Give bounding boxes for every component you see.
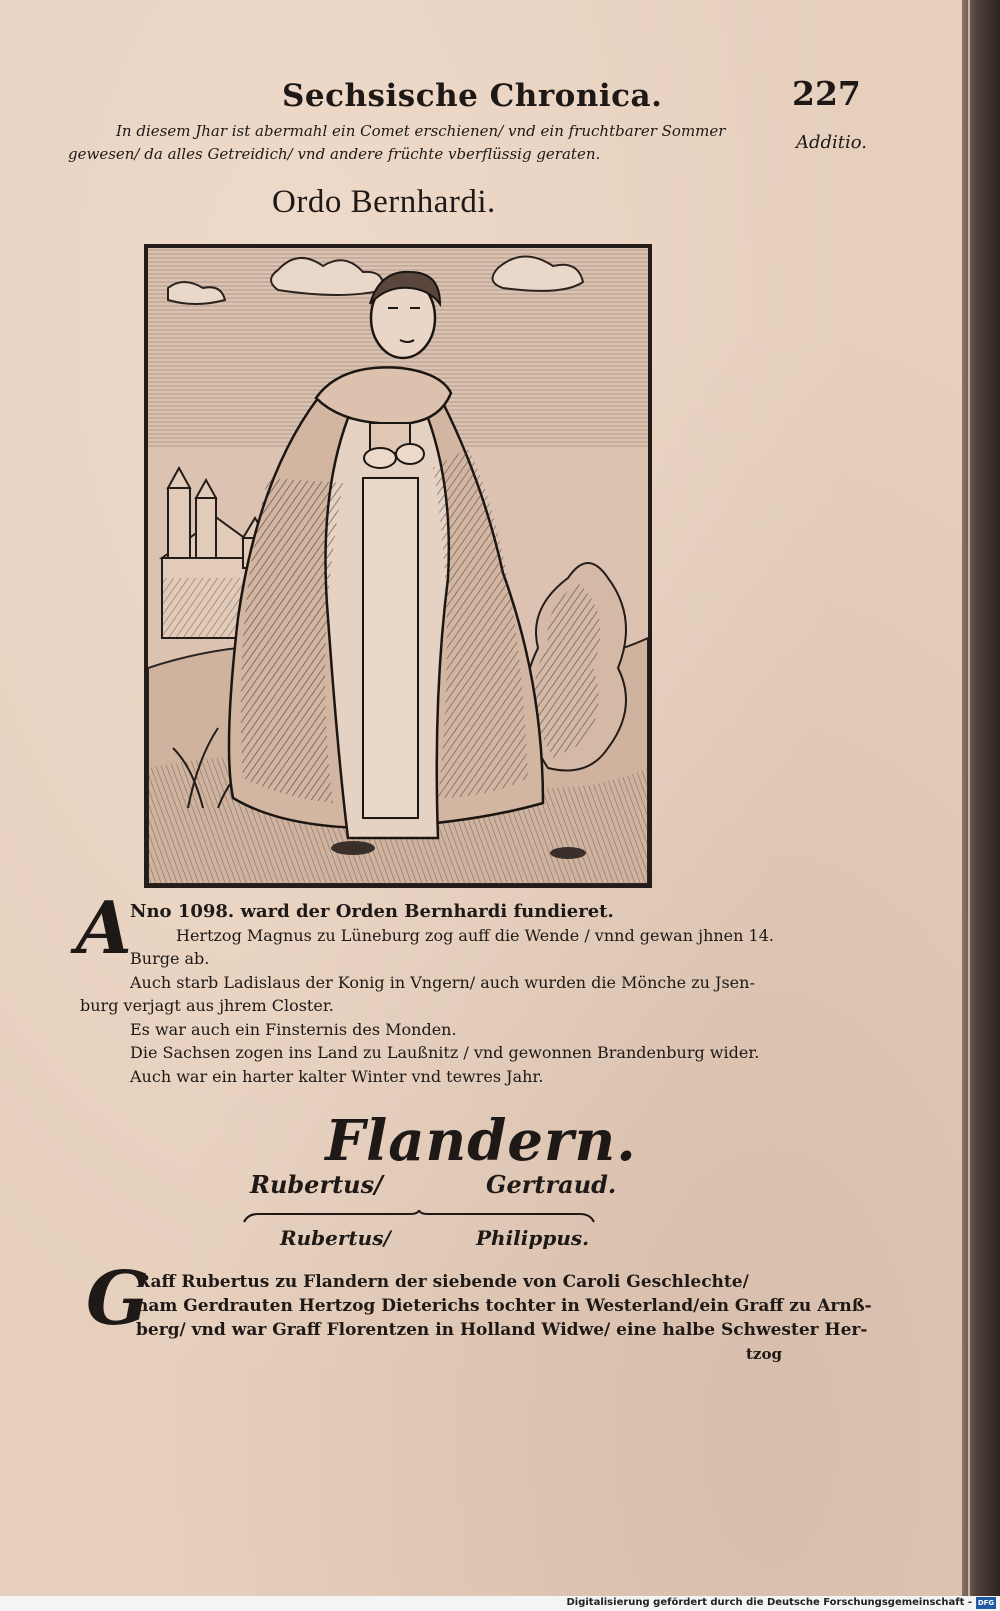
annals-paragraph — [80, 900, 790, 1088]
genealogy-bracket — [242, 1210, 596, 1224]
genealogy-child: Rubertus/ — [280, 1226, 391, 1250]
page-edge-line — [968, 0, 970, 1596]
monk-woodcut-illustration — [144, 244, 652, 888]
annals-line: Auch war ein harter kalter Winter vnd tewres Jahr. — [130, 1066, 544, 1086]
annals-line: Burge ab. — [130, 949, 210, 968]
footer-credit: Digitalisierung gefördert durch die Deutsche Forschungsgemeinschaft - — [566, 1597, 972, 1608]
genealogy-child: Philippus. — [476, 1226, 590, 1250]
main-paragraph — [136, 1270, 872, 1342]
marginal-note: Additio. — [796, 132, 868, 153]
annals-line: Nno 1098. ward der Orden Bernhardi fundieret. — [130, 901, 614, 922]
genealogy-parent: Gertraud. — [486, 1170, 617, 1199]
genealogy-parent: Rubertus/ — [250, 1170, 383, 1199]
dropcap-g: G — [86, 1256, 150, 1342]
catchword: tzog — [746, 1345, 782, 1363]
main-line: berg/ vnd war Graff Florentzen in Holland Widwe/ eine halbe Schwester Her- — [136, 1320, 868, 1340]
intro-paragraph — [68, 120, 788, 166]
annals-line: Es war auch ein Finsternis des Monden. — [130, 1019, 457, 1039]
annals-line: Hertzog Magnus zu Lüneburg zog auff die Wende / vnnd gewan jhnen 14. — [176, 925, 774, 945]
annals-line: Die Sachsen zogen ins Land zu Laußnitz / vnd gewonnen Brandenburg wider. — [130, 1043, 760, 1062]
running-title: Sechsische Chronica. — [282, 78, 663, 114]
intro-line: In diesem Jhar ist abermahl ein Comet erschienen/ vnd ein fruchtbarer Sommer — [116, 122, 726, 140]
dfg-logo-icon[interactable]: DFG — [977, 1599, 995, 1607]
country-heading: Flandern. — [325, 1108, 637, 1174]
annals-line: burg verjagt aus jhrem Closter. — [80, 996, 334, 1015]
intro-line: gewesen/ da alles Getreidich/ vnd andere früchte vberflüssig geraten. — [68, 145, 601, 163]
dropcap-a: A — [76, 885, 132, 970]
main-line: Raff Rubertus zu Flandern der siebende von Caroli Geschlechte/ — [136, 1272, 749, 1292]
section-heading: Ordo Bernhardi. — [272, 184, 496, 220]
page-number: 227 — [792, 74, 861, 113]
annals-line: Auch starb Ladislaus der Konig in Vngern/ auch wurden die Mönche zu Jsen- — [130, 972, 755, 992]
main-line: nam Gerdrauten Hertzog Dieterichs tochter in Westerland/ein Graff zu Arnß- — [136, 1296, 872, 1316]
